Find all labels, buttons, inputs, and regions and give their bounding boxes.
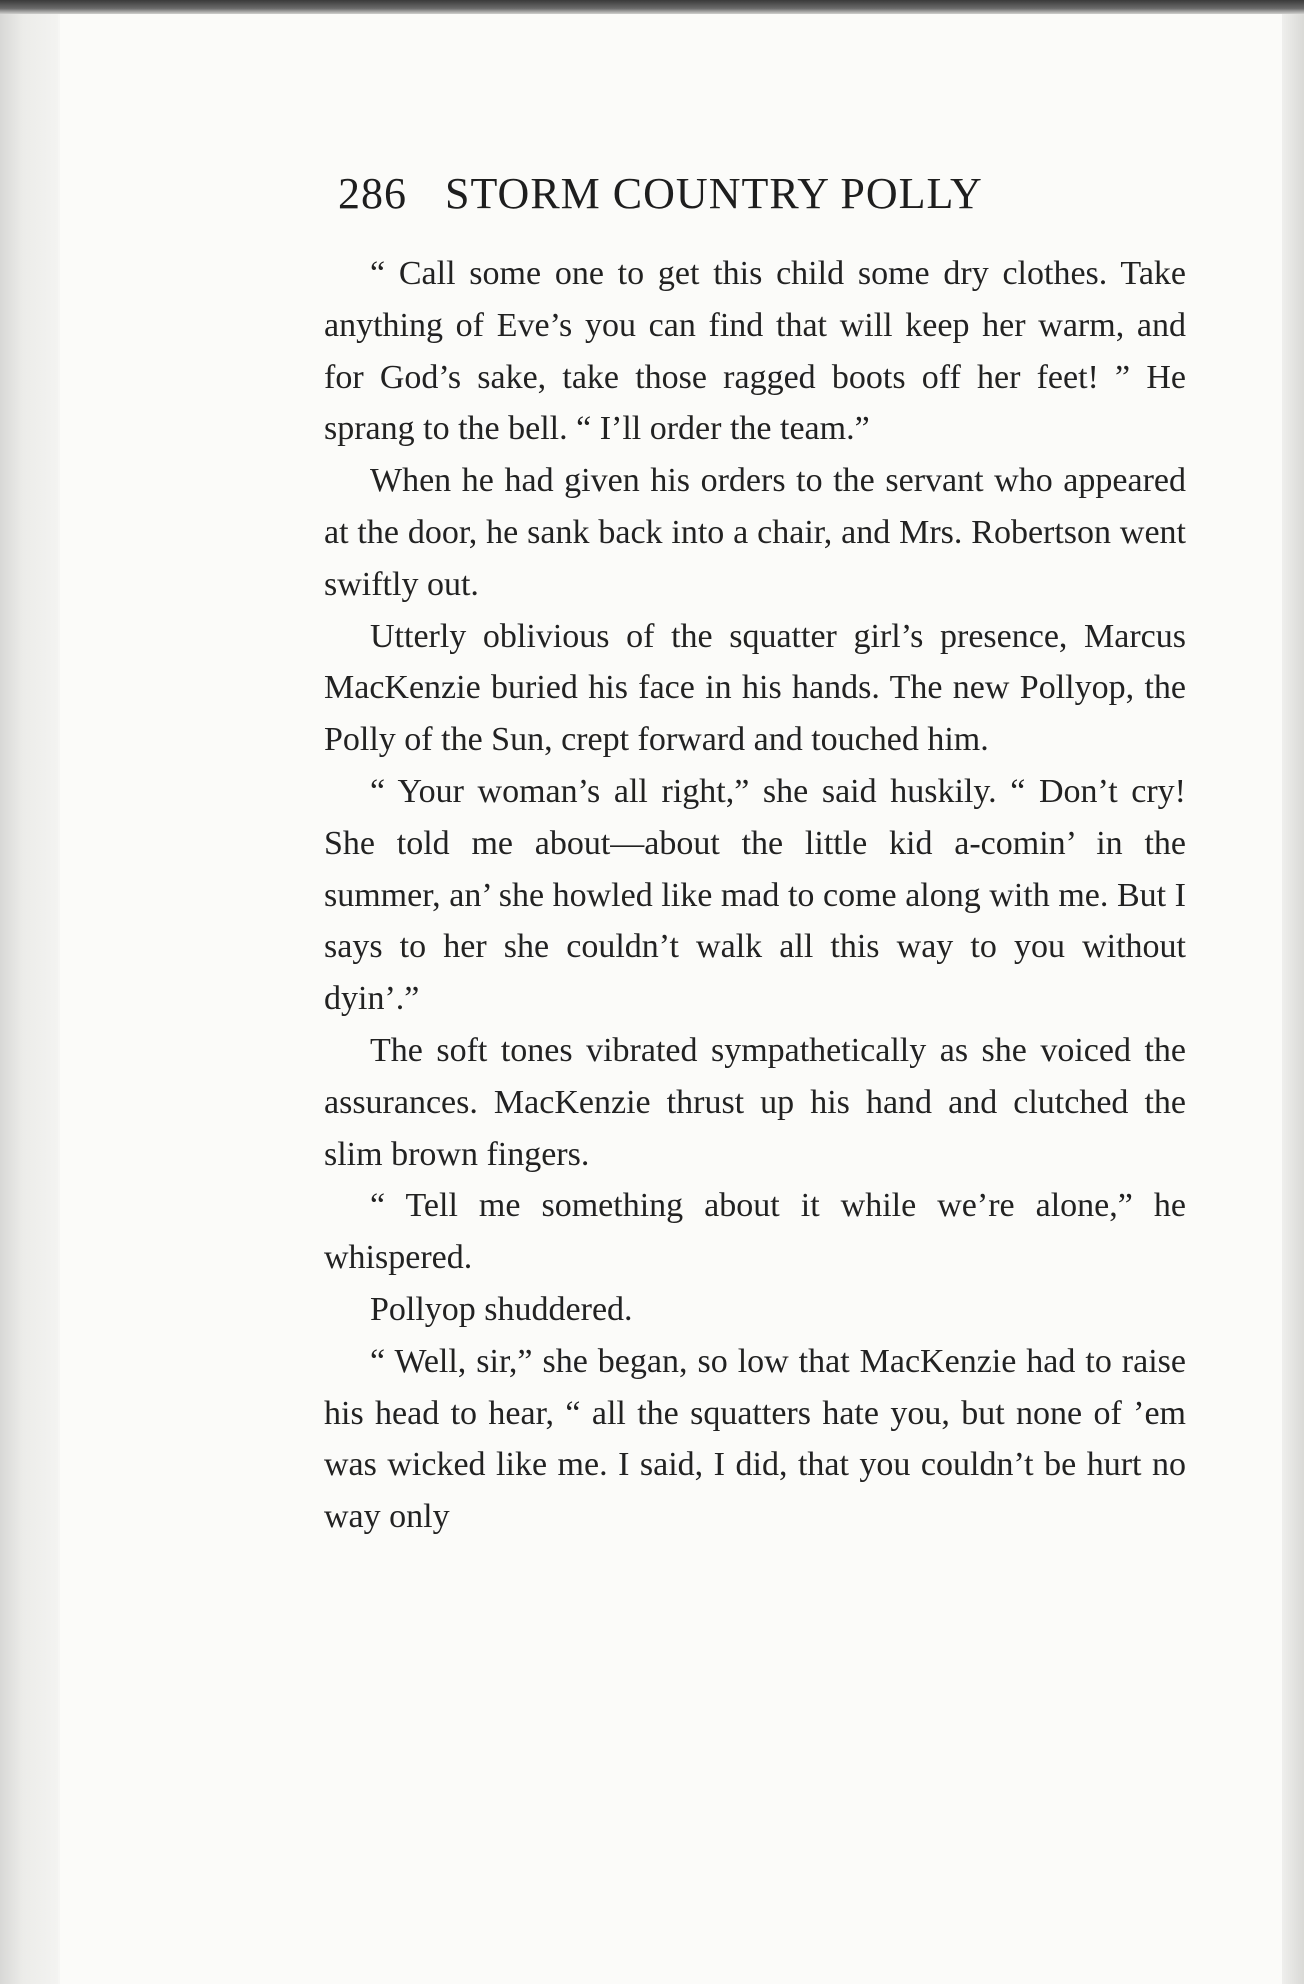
scan-right-edge	[1282, 14, 1304, 1984]
paragraph: The soft tones vibrated sympathetically as she voiced the assurances. MacKenzie thrust up his hand and clutched the slim brown fingers.	[324, 1031, 1186, 1173]
paragraph: “ Tell me something about it while we’re alone,” he whispered.	[324, 1187, 1186, 1277]
running-head	[338, 168, 983, 219]
page-gutter	[0, 14, 58, 1984]
body-text	[324, 248, 1186, 1543]
page-number: 286	[338, 169, 407, 218]
paragraph: “ Your woman’s all right,” she said huskily. “ Don’t cry! She told me about—about the little kid a-comin’ in the summer, an’ she howled like mad to come along with me. But I says to her she couldn’t walk all this way to you without dyin’.”	[324, 772, 1186, 1018]
paragraph: Utterly oblivious of the squatter girl’s presence, Marcus MacKenzie buried his face in his hands. The new Pollyop, the Polly of the Sun, crept forward and touched him.	[324, 617, 1186, 759]
paragraph: When he had given his orders to the servant who appeared at the door, he sank back into a chair, and Mrs. Robertson went swiftly out.	[324, 462, 1186, 603]
paragraph: “ Call some one to get this child some dry clothes. Take anything of Eve’s you can find that will keep her warm, and for God’s sake, take those ragged boots off her feet! ” He sprang to the bell. “ I’ll order the team.”	[324, 255, 1186, 448]
running-title: STORM COUNTRY POLLY	[445, 169, 983, 218]
scan-top-edge	[0, 0, 1304, 14]
paragraph: “ Well, sir,” she began, so low that MacKenzie had to raise his head to hear, “ all the squatters hate you, but none of ’em was wicked like me. I said, I did, that you couldn’t be hurt no way only	[324, 1342, 1186, 1536]
paragraph: Pollyop shuddered.	[370, 1290, 633, 1328]
